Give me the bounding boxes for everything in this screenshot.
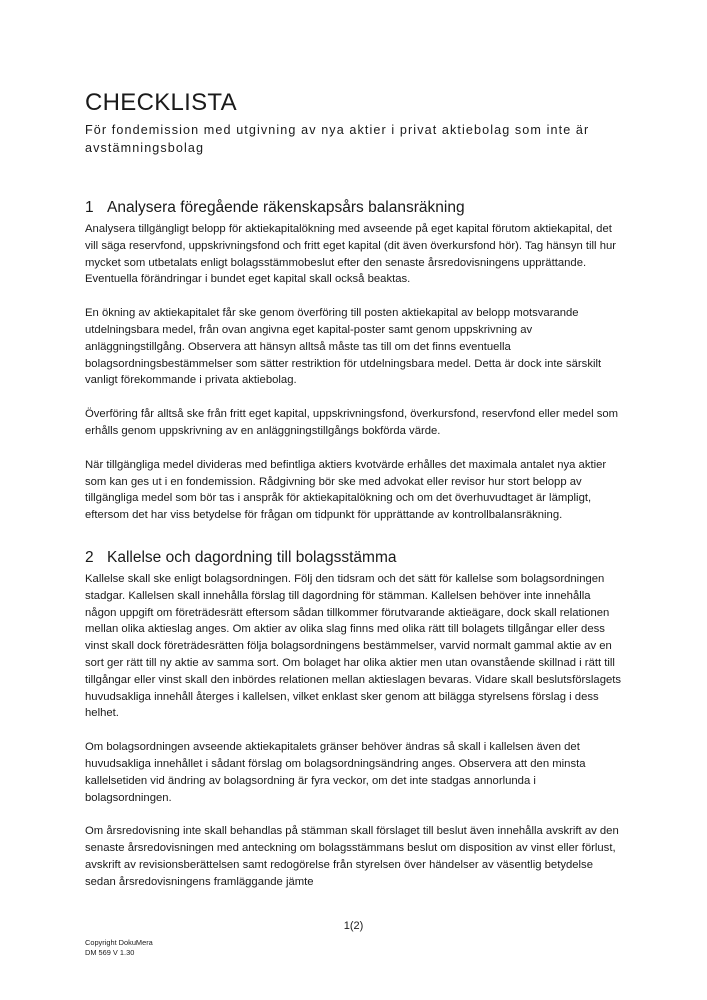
paragraph: Om bolagsordningen avseende aktiekapitalets gränser behöver ändras så skall i kallelsen även det huvudsakliga innehållet i sådant förslag om bolagsordningsändring anges. Observera att den minsta kallelsetiden vid ändring av bolagsordning är fyra veckor, om det inte stadgas annorlunda i bolagsordningen. [85,741,586,804]
section-body [85,571,625,891]
section-number: 1 [85,199,94,216]
paragraph: Om årsredovisning inte skall behandlas på stämman skall förslaget till beslut även innehålla avskrift av den senaste årsredovisningen med anteckning om bolagsstämmans beslut om disposition av vinst eller förlust, avskrift av revisionsberättelsen samt redogörelse från styrelsen över händelser av väsentlig betydelse sedan årsredovisningens framläggande jämte [85,825,619,888]
section-heading [85,548,625,568]
document-subtitle: För fondemission med utgivning av nya aktier i privat aktiebolag som inte är avstämningsbolag [85,123,590,155]
document-title: CHECKLISTA [85,89,237,116]
document-page [85,88,625,891]
footer-copyright: Copyright DokuMera [85,938,153,947]
section-2 [85,548,625,891]
footer-doc-id: DM 569 V 1.30 [85,948,135,957]
paragraph: Överföring får alltså ske från fritt eget kapital, uppskrivningsfond, överkursfond, reservfond eller medel som erhålls genom uppskrivning av en anläggningstillgångs bokförda värde. [85,408,619,437]
paragraph: Kallelse skall ske enligt bolagsordningen. Följ den tidsram och det sätt för kallelse som bolagsordningen stadgar. Kallelsen skall innehålla förslag till dagordning för stämman. Kallelsen behöver inte innehålla någon uppgift om företrädesrätt eftersom sådan tillkommer förutvarande aktieägare, dock skall relationen mellan olika aktieslag anges. Om aktier av olika slag finns med olika rätt till bolagets tillgångar eller dess vinst skall dock företrädesrätten följa bolagsordningens bestämmelser, varvid normalt gammal aktie av en sort ger rätt till ny aktie av samma sort. Om bolaget har olika aktier men utan ovanstående skillnad i rätt till tillgångar eller vinst skall den inbördes relationen mellan aktieslagen bevaras. Vidare skall beslutsförslagets huvudsakliga innehåll återges i kallelsen, vilket enklast sker genom att bilägga styrelsens förslag i dess helhet. [85,572,622,720]
paragraph: Analysera tillgängligt belopp för aktiekapitalökning med avseende på eget kapital förutom aktiekapital, det vill säga reservfond, uppskrivningsfond och fritt eget kapital (dit även överkursfond hör). Tag hänsyn till hur mycket som utbetalats enligt bolagsstämmobeslut efter den senaste årsredovisningens upprättande. Eventuella förändringar i bundet eget kapital skall också beaktas. [85,223,617,286]
section-1 [85,198,625,524]
section-body [85,221,625,524]
paragraph: När tillgängliga medel divideras med befintliga aktiers kvotvärde erhålles det maximala antalet nya aktier som kan ges ut i en fondemission. Rådgivning bör ske med advokat eller revisor hur stort belopp av tillgängliga medel som bör tas i anspråk för aktiekapitalökning och om det överhuvudtaget är lämpligt, eftersom det har viss betydelse för frågan om tidpunkt för upprättande av kontrollbalansräkning. [85,458,607,522]
section-heading [85,198,625,218]
page-number: 1(2) [343,920,364,932]
section-title: Analysera föregående räkenskapsårs balansräkning [107,199,465,216]
footer [85,938,153,958]
section-number: 2 [85,548,94,566]
section-title: Kallelse och dagordning till bolagsstämma [107,548,397,566]
paragraph: En ökning av aktiekapitalet får ske genom överföring till posten aktiekapital av belopp motsvarande utdelningsbara medel, från ovan angivna eget kapital-poster samt genom uppskrivning av anläggningstillgång. Observera att hänsyn alltså måste tas till om det finns eventuella bolagsordningsbestämmelser som sätter restriktion för utdelningsbara medel. Detta är dock inte särskilt vanligt förekommande i privata aktiebolag. [85,307,602,387]
